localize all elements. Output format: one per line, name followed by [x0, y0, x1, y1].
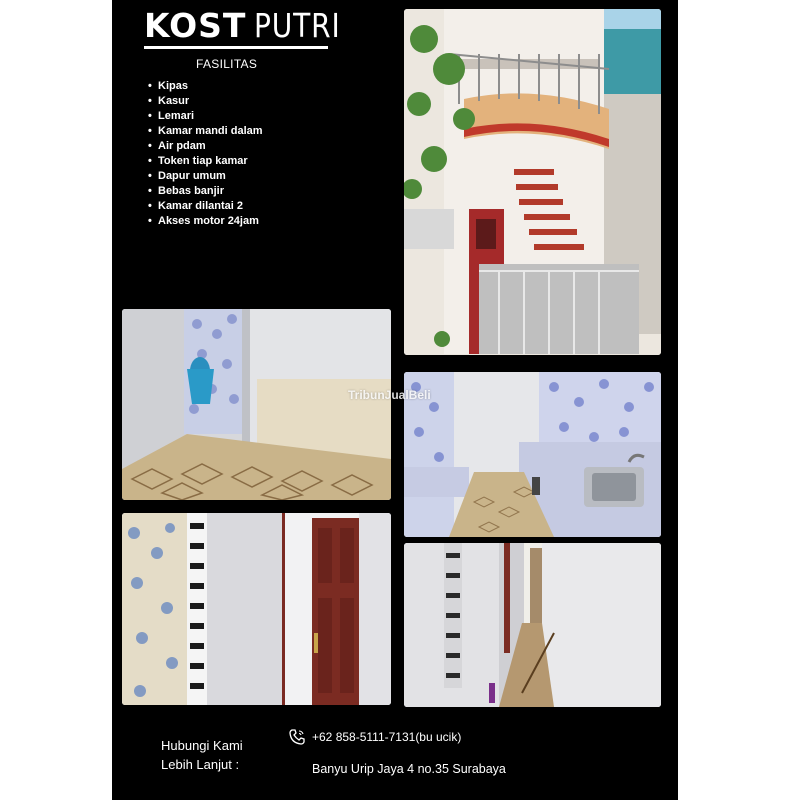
photo-corridor: [404, 543, 661, 707]
photo-kitchen: [404, 372, 661, 537]
list-item: • Token tiap kamar: [148, 154, 263, 169]
list-item: • Dapur umum: [148, 169, 263, 184]
photo-bathroom: [122, 309, 391, 500]
list-item: • Air pdam: [148, 139, 263, 154]
list-item: • Kipas: [148, 79, 263, 94]
photo-building-exterior: [404, 9, 661, 355]
address: Banyu Urip Jaya 4 no.35 Surabaya: [312, 762, 506, 776]
phone-number: +62 858-5111-7131(bu ucik): [312, 730, 462, 744]
title-underline: [144, 46, 328, 49]
list-item: • Kasur: [148, 94, 263, 109]
list-item: • Kamar mandi dalam: [148, 124, 263, 139]
list-item: • Kamar dilantai 2: [148, 199, 263, 214]
list-item: • Akses motor 24jam: [148, 214, 263, 229]
photo-room-door: [122, 513, 391, 705]
list-item: • Bebas banjir: [148, 184, 263, 199]
phone-row[interactable]: [288, 728, 461, 746]
page-title: [144, 6, 356, 45]
facilities-heading: FASILITAS: [196, 57, 258, 71]
watermark: TribunJualBeli: [348, 388, 431, 402]
phone-icon: [288, 728, 306, 746]
facilities-list: [148, 79, 263, 229]
title-light: PUTRI: [254, 6, 342, 45]
title-bold: KOST: [144, 6, 247, 45]
list-item: • Lemari: [148, 109, 263, 124]
contact-label: Hubungi Kami Lebih Lanjut :: [161, 738, 243, 772]
